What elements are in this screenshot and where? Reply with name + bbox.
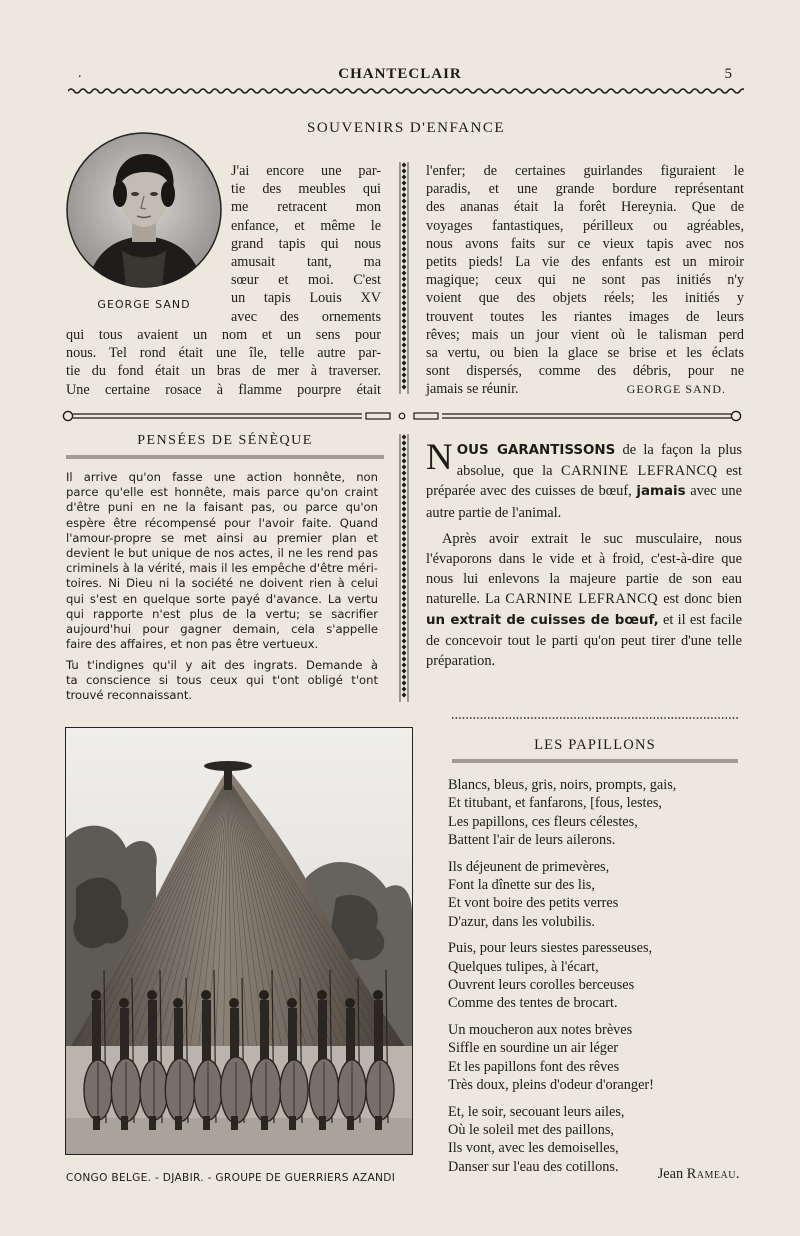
carnine-emphasis-jamais: jamais [636,484,686,500]
poem-verse: Et, le soir, secouant leurs ailes, [448,1103,625,1120]
seneque-line: aujourd'hui pour gagner demain, cela s'appelle [66,622,378,637]
souvenirs-line: l'enfer; de certaines guirlandes figuraient le [426,163,744,179]
poem-author-first: Jean [657,1166,684,1182]
running-head [0,66,800,86]
seneque-line: qui s'est en quelque sorte payé d'avance. La vertu [66,591,378,606]
papillons-poem [448,776,744,1184]
souvenirs-line: enfance, et même le [231,217,381,234]
poem-verse: Les papillons, ces fleurs célestes, [448,813,638,830]
seneque-line: qui rapporte n'est plus de la vertu; se sacrifier [66,606,378,621]
carnine-brand: CARNINE LEFRANCQ [505,591,659,608]
seneque-line: faire des affaires, et non pas être vertueux. [66,637,319,652]
carnine-text: Après avoir extrait le suc musculaire, nous l'évaporons dans le vide et à froid, c'est-à-dire que nous lui enlevons la majeure partie de son eau naturelle. La [426,530,742,608]
seneque-title-rule [66,455,384,459]
seneque-paragraph-1 [66,470,378,652]
seneque-line: trouvé reconnaissant. [66,688,193,703]
carnine-lead: OUS GARANTISSONS [456,443,616,458]
seneque-line: toires. Ni Dieu ni la société ne doivent rien à celui [66,576,378,591]
souvenirs-column1-wrapped [231,162,381,326]
poem-verse: Et titubant, et fanfarons, [fous, lestes, [448,795,662,812]
seneque-title: PENSÉES DE SÉNÈQUE [137,433,313,448]
seneque-line: Tu t'indignes qu'il y ait des ingrats. Demande à [66,658,378,672]
souvenirs-line: sa vertu, ou bien la glace se brise et les éclats [426,345,744,362]
carnine-text: est préparée avec des cuisses de bœuf, [426,463,743,500]
papillons-title-rule [452,759,738,763]
carnine-text: et il est facile de concevoir tout le parti qu'on peut tirer d'une telle préparation. [426,611,742,670]
poem-verse: Comme des tentes de brocart. [448,995,618,1012]
souvenirs-line: tie des meubles qui [231,181,381,198]
carnine-emphasis-extrait: un extrait de cuisses de bœuf, [426,612,659,628]
seneque-line: ta conscience si tous ceux qui t'ont obligé t'ont [66,673,378,688]
poem-verse: Très doux, pleins d'odeur d'oranger! [448,1077,654,1094]
poem-stanza [448,939,744,1013]
souvenirs-line: voyages fantastiques, périlleux ou agréables, [426,217,744,234]
seneque-line: devient le but unique de nos actes, il ne les rend pas [66,546,378,561]
souvenirs-line: trouvent toutes les riantes images de leurs [426,308,744,325]
dropcap: N [426,437,453,478]
poem-verse: Quelques tulipes, à l'écart, [448,958,599,975]
page-number: 5 [724,66,732,82]
poem-verse: Blancs, bleus, gris, noirs, prompts, gais, [448,777,677,793]
seneque-line: parce qu'elle est honnête, mais parce qu'on craint [66,485,378,500]
poem-verse: Ouvrent leurs corolles berceuses [448,977,635,994]
seneque-line: criminels à la vérité, mais il les empêche d'être méri- [66,561,378,576]
poem-stanza [448,1021,744,1095]
poem-verse: Font la dînette sur des lis, [448,877,595,894]
souvenirs-line: sont dispersés, comme des débris, pour ne [426,363,744,380]
poem-verse: Et les papillons font des rêves [448,1058,620,1075]
seneque-line: espère être récompensé pour l'avoir faite. Quand [66,515,378,530]
poem-stanza [448,776,744,850]
poem-verse: Et vont boire des petits verres [448,895,619,912]
poem-stanza [448,858,744,932]
souvenirs-line: des ananas était la forêt Hereynia. Que de [426,199,744,216]
souvenirs-line: magique; ceux qui ne sont pas initiés n'y [426,272,744,289]
souvenirs-line: tie du fond était un bras de mer à traverser. [66,363,381,380]
souvenirs-closing-text: jamais se réunir. [426,381,519,398]
souvenirs-line: petits pieds! La vie des enfants est un miroir [426,254,744,271]
poem-verse: Danser sur l'eau des cotillons. [448,1158,619,1175]
head-dot: . [78,66,82,81]
souvenirs-line: grand tapis qui nous [231,235,381,252]
souvenirs-line: un tapis Louis XV [231,290,381,307]
souvenirs-title: SOUVENIRS D'ENFANCE [306,120,506,136]
poem-verse: Où le soleil met des paillons, [448,1121,614,1138]
poem-author [600,1166,740,1183]
journal-title: CHANTECLAIR [338,66,462,82]
souvenirs-line: rêves; mais un jour vient où le talisman perd [426,326,744,343]
souvenirs-line: amusait tant, ma [231,254,381,271]
poem-verse: Un moucheron aux notes brèves [448,1021,633,1038]
souvenirs-line: sœur et moi. C'est [231,272,381,289]
papillons-title: LES PAPILLONS [534,737,656,753]
portrait-caption: GEORGE SAND [97,298,191,311]
seneque-paragraph-2 [66,658,378,704]
poem-verse: Ils déjeunent de primevères, [448,858,610,875]
poem-verse: D'azur, dans les volubilis. [448,913,595,930]
souvenirs-line: avec des ornements [231,308,381,325]
souvenirs-column2 [426,162,744,399]
carnine-advertisement [426,437,743,671]
seneque-line: d'être puni en ne la faisant pas, ou parce qu'on [66,500,378,515]
seneque-line: l'amour-propre se met ainsi au premier plan et [66,530,378,545]
column-ornament-rule [399,434,409,702]
poem-author-last: Rameau. [686,1166,740,1182]
souvenirs-column1-full [66,326,381,399]
souvenirs-line: me retracent mon [231,199,381,216]
souvenirs-line: nous. Tel rond était une île, telle autre par- [66,345,381,362]
photo-caption: CONGO BELGE. - DJABIR. - GROUPE DE GUERRIERS AZANDI [66,1172,396,1184]
carnine-text: avec une autre partie de l'animal. [426,483,742,521]
souvenirs-line: nous avons faits sur ce vieux tapis avec nos [426,235,744,252]
carnine-text: de la façon la plus absolue, que la [456,442,742,480]
carnine-paragraph-2 [426,529,742,671]
azandi-hut-photo [66,728,412,1154]
poem-verse: Battent l'air de leurs ailerons. [448,832,616,849]
papillons-dotted-rule [452,716,740,720]
souvenirs-last-line [426,380,744,398]
carnine-paragraph-1 [426,437,743,523]
souvenirs-line: qui tous avaient un nom et un sens pour [66,327,381,343]
poem-verse: Ils vont, avec les demoiselles, [448,1140,619,1157]
congo-warriors-photo [65,727,413,1155]
seneque-line: Il arrive qu'on fasse une action honnête, non [66,470,378,484]
souvenirs-line: paradis, et une grande bordure représentant [426,181,744,198]
carnine-text: est donc bien [658,591,743,608]
poem-verse: Siffle en sourdine un air léger [448,1040,619,1057]
section-divider [62,408,742,424]
souvenirs-signature: GEORGE SAND. [626,382,726,397]
poem-verse: Puis, pour leurs siestes paresseuses, [448,940,653,957]
george-sand-portrait [66,132,222,288]
souvenirs-line: J'ai encore une par- [231,163,381,179]
souvenirs-line: Une certaine rosace à flamme pourpre était [66,381,381,398]
column-ornament-rule [399,162,409,394]
carnine-brand: CARNINE LEFRANCQ [561,463,718,480]
header-wavy-rule [68,86,744,96]
souvenirs-line: voient que des objets réels; les initiés y [426,290,744,307]
